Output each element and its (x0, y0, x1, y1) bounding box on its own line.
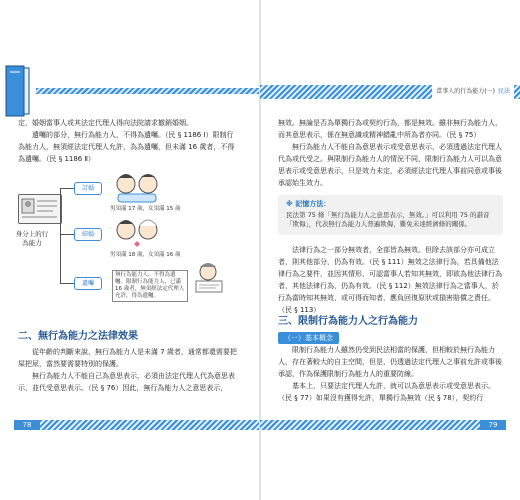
intro-paragraph: 遺囑的部分，無行為能力人，不得為遺囑。（民 § 1186 Ⅰ）限制行為能力人，無須經法定代理人允許，為為遺囑，但未滿 16 歲者，不得為遺囑。（民 § 1186 Ⅱ） (18, 131, 235, 163)
book-icon (4, 62, 32, 120)
section-2-body (18, 346, 240, 394)
diagram-root-label: 身分上的行為能力 (15, 230, 49, 247)
memory-tip-box (278, 195, 503, 235)
engagement-illustration (114, 172, 160, 204)
running-header-title: 當事人的行為能力(一) (436, 88, 495, 95)
page-number-right: 79 (480, 420, 506, 430)
paragraph: 無行為能力人不能自為意思表示或受意思表示，必須透過法定代理人代為或代受之。與限制行為能力人的情況不同，限制行為能力人可以為意思表示或受意思表示，只是效力未定，必須經法定代理人事前同意或事後承認始生效力。 (278, 143, 502, 187)
right-page (260, 0, 520, 500)
diagram-connector (60, 188, 74, 189)
intro-line: 定，婚姻當事人或其法定代理人得向法院請求撤銷婚姻。 (18, 119, 193, 127)
decor-band (36, 88, 260, 94)
branch-will-label: 遺囑 (74, 277, 102, 290)
paragraph: 無效。無論是否為單獨行為或契約行為，都是無效。雖非無行為能力人，而其意思表示，係在無意識或精神錯亂中所為者亦同。（民 § 75） (278, 119, 502, 139)
section-3-heading: 三、限制行為能力人之行為能力 (278, 316, 418, 327)
branch-engagement-label: 訂婚 (74, 182, 102, 195)
marriage-illustration (114, 218, 160, 250)
memory-tip-body: 民法第 75 條「無行為能力人之意思表示，無效。」可以利用 75 的諧音「欺侮」，代表無行為能力人普遍欺侮，難免未達經濟條的關係。 (286, 211, 490, 228)
running-header (432, 85, 514, 99)
footer-band (40, 420, 260, 430)
paragraph: 法律行為之一部分無效者，全部皆為無效。但除去該部分亦可成立者，則其他部分，仍為有效。（民 § 111）無效之法律行為，若具備他法律行為之要件，並因其情形，可認當事人若知其無效，即欲為他法律行為者，其他法律行為，仍為有效。（民 § 112）無效法律行為之當事人，於行為當時知其無效，或可得而知者，應負回復原狀或損害賠償之責任。（民 § 113） (278, 246, 502, 314)
section-2-heading: 二、無行為能力之法律效果 (18, 331, 138, 342)
right-body-1 (278, 117, 503, 189)
diagram-connector (60, 283, 74, 284)
diagram-connector (60, 234, 74, 235)
right-body-3 (278, 344, 503, 404)
diagram-connector (60, 188, 61, 283)
subsection-heading: （一）基本概念 (278, 332, 339, 344)
id-card-illustration (18, 194, 62, 224)
paragraph: 基本上，只要法定代理人允許，就可以為意思表示或受意思表示。（民 § 77）如果沒有獲得允許，單獨行為無效（民 § 78），契約行 (278, 382, 495, 402)
memory-tip-title: ※ 記憶方法： (286, 200, 331, 208)
branch-will-caption: 無行為能力人，不得為遺囑。限制行為能力人，已滿 16 歲者，無須經法定代理人允許，得為遺囑。 (112, 270, 188, 302)
branch-engagement-caption: 男須滿 17 歲，女須滿 15 歲 (110, 206, 181, 212)
running-header-tag: 民法 (497, 88, 510, 95)
paragraph: 無行為能力人不能自己為意思表示，必須由法定代理人代為意思表示，並代受意思表示。（民 § 76）因此，無行為能力人之意思表示， (18, 372, 235, 392)
right-body-2 (278, 244, 503, 316)
intro-text (18, 117, 240, 165)
will-illustration (188, 262, 234, 294)
page-number-left: 78 (14, 420, 40, 430)
paragraph: 限制行為能力人雖然仍受到民法相當的保護，但相較於無行為能力人，存在著較大的自主空間，但是，仍透過法定代理人之事前允許或事後承認，作為保護限制行為能力人的重要防線。 (278, 346, 502, 378)
branch-marriage-label: 結婚 (74, 228, 102, 241)
paragraph: 從年齡的判斷來說，無行為能力人是未滿 7 歲者，通常都還需要把屎把尿，當然要需要特別的保護。 (18, 348, 237, 368)
footer-band (260, 420, 480, 430)
branch-marriage-caption: 男須滿 18 歲，女須滿 16 歲 (110, 252, 181, 258)
